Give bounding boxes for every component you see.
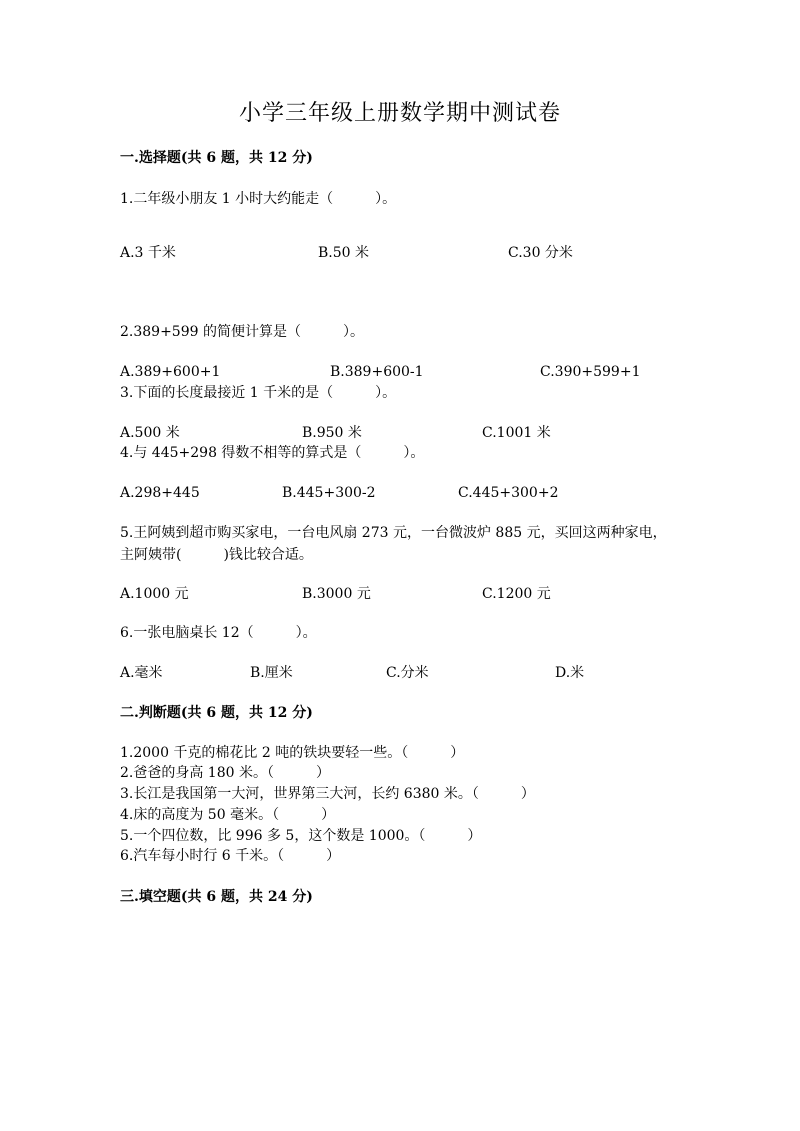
question-3-option-b: B.950 米 — [302, 425, 362, 441]
question-6-stem: 6.一张电脑桌长 12（ ）。 — [120, 625, 317, 641]
question-6-option-a: A.毫米 — [120, 665, 163, 681]
judgment-item-6: 6.汽车每小时行 6 千米。（ ） — [120, 848, 341, 864]
question-3-stem: 3.下面的长度最接近 1 千米的是（ ）。 — [120, 385, 397, 401]
question-6-option-c: C.分米 — [386, 665, 429, 681]
question-5-option-c: C.1200 元 — [482, 586, 551, 602]
question-4-option-b: B.445+300-2 — [282, 485, 376, 501]
judgment-item-3: 3.长江是我国第一大河，世界第三大河，长约 6380 米。（ ） — [120, 786, 535, 802]
question-2-option-b: B.389+600-1 — [330, 364, 424, 380]
question-2-option-a: A.389+600+1 — [120, 364, 221, 380]
judgment-item-2: 2.爸爸的身高 180 米。（ ） — [120, 765, 330, 781]
question-5-option-a: A.1000 元 — [120, 586, 189, 602]
section-heading-fill-in: 三.填空题(共 6 题，共 24 分) — [120, 889, 313, 905]
question-6-option-d: D.米 — [555, 665, 585, 681]
section-heading-choice: 一.选择题(共 6 题，共 12 分) — [120, 150, 313, 166]
section-heading-judgment: 二.判断题(共 6 题，共 12 分) — [120, 705, 313, 721]
question-1-option-c: C.30 分米 — [508, 245, 573, 261]
question-1-stem: 1.二年级小朋友 1 小时大约能走（ ）。 — [120, 191, 397, 207]
judgment-item-1: 1.2000 千克的棉花比 2 吨的铁块要轻一些。（ ） — [120, 745, 465, 761]
question-3-option-a: A.500 米 — [120, 425, 180, 441]
question-2-option-c: C.390+599+1 — [540, 364, 641, 380]
question-6-option-b: B.厘米 — [250, 665, 293, 681]
question-2-stem: 2.389+599 的简便计算是（ ）。 — [120, 324, 364, 340]
question-4-option-a: A.298+445 — [120, 485, 200, 501]
question-5-stem: 5.王阿姨到超市购买家电，一台电风扇 273 元，一台微波炉 885 元，买回这两种家电，主阿姨带( )钱比较合适。 — [120, 525, 667, 563]
question-1-option-a: A.3 千米 — [120, 245, 176, 261]
question-5-option-b: B.3000 元 — [302, 586, 371, 602]
judgment-item-5: 5.一个四位数，比 996 多 5，这个数是 1000。（ ） — [120, 828, 482, 844]
question-4-stem: 4.与 445+298 得数不相等的算式是（ ）。 — [120, 445, 425, 461]
question-4-option-c: C.445+300+2 — [458, 485, 559, 501]
question-3-option-c: C.1001 米 — [482, 425, 551, 441]
judgment-item-4: 4.床的高度为 50 毫米。（ ） — [120, 807, 336, 823]
page-title: 小学三年级上册数学期中测试卷 — [238, 101, 561, 126]
question-1-option-b: B.50 米 — [318, 245, 370, 261]
